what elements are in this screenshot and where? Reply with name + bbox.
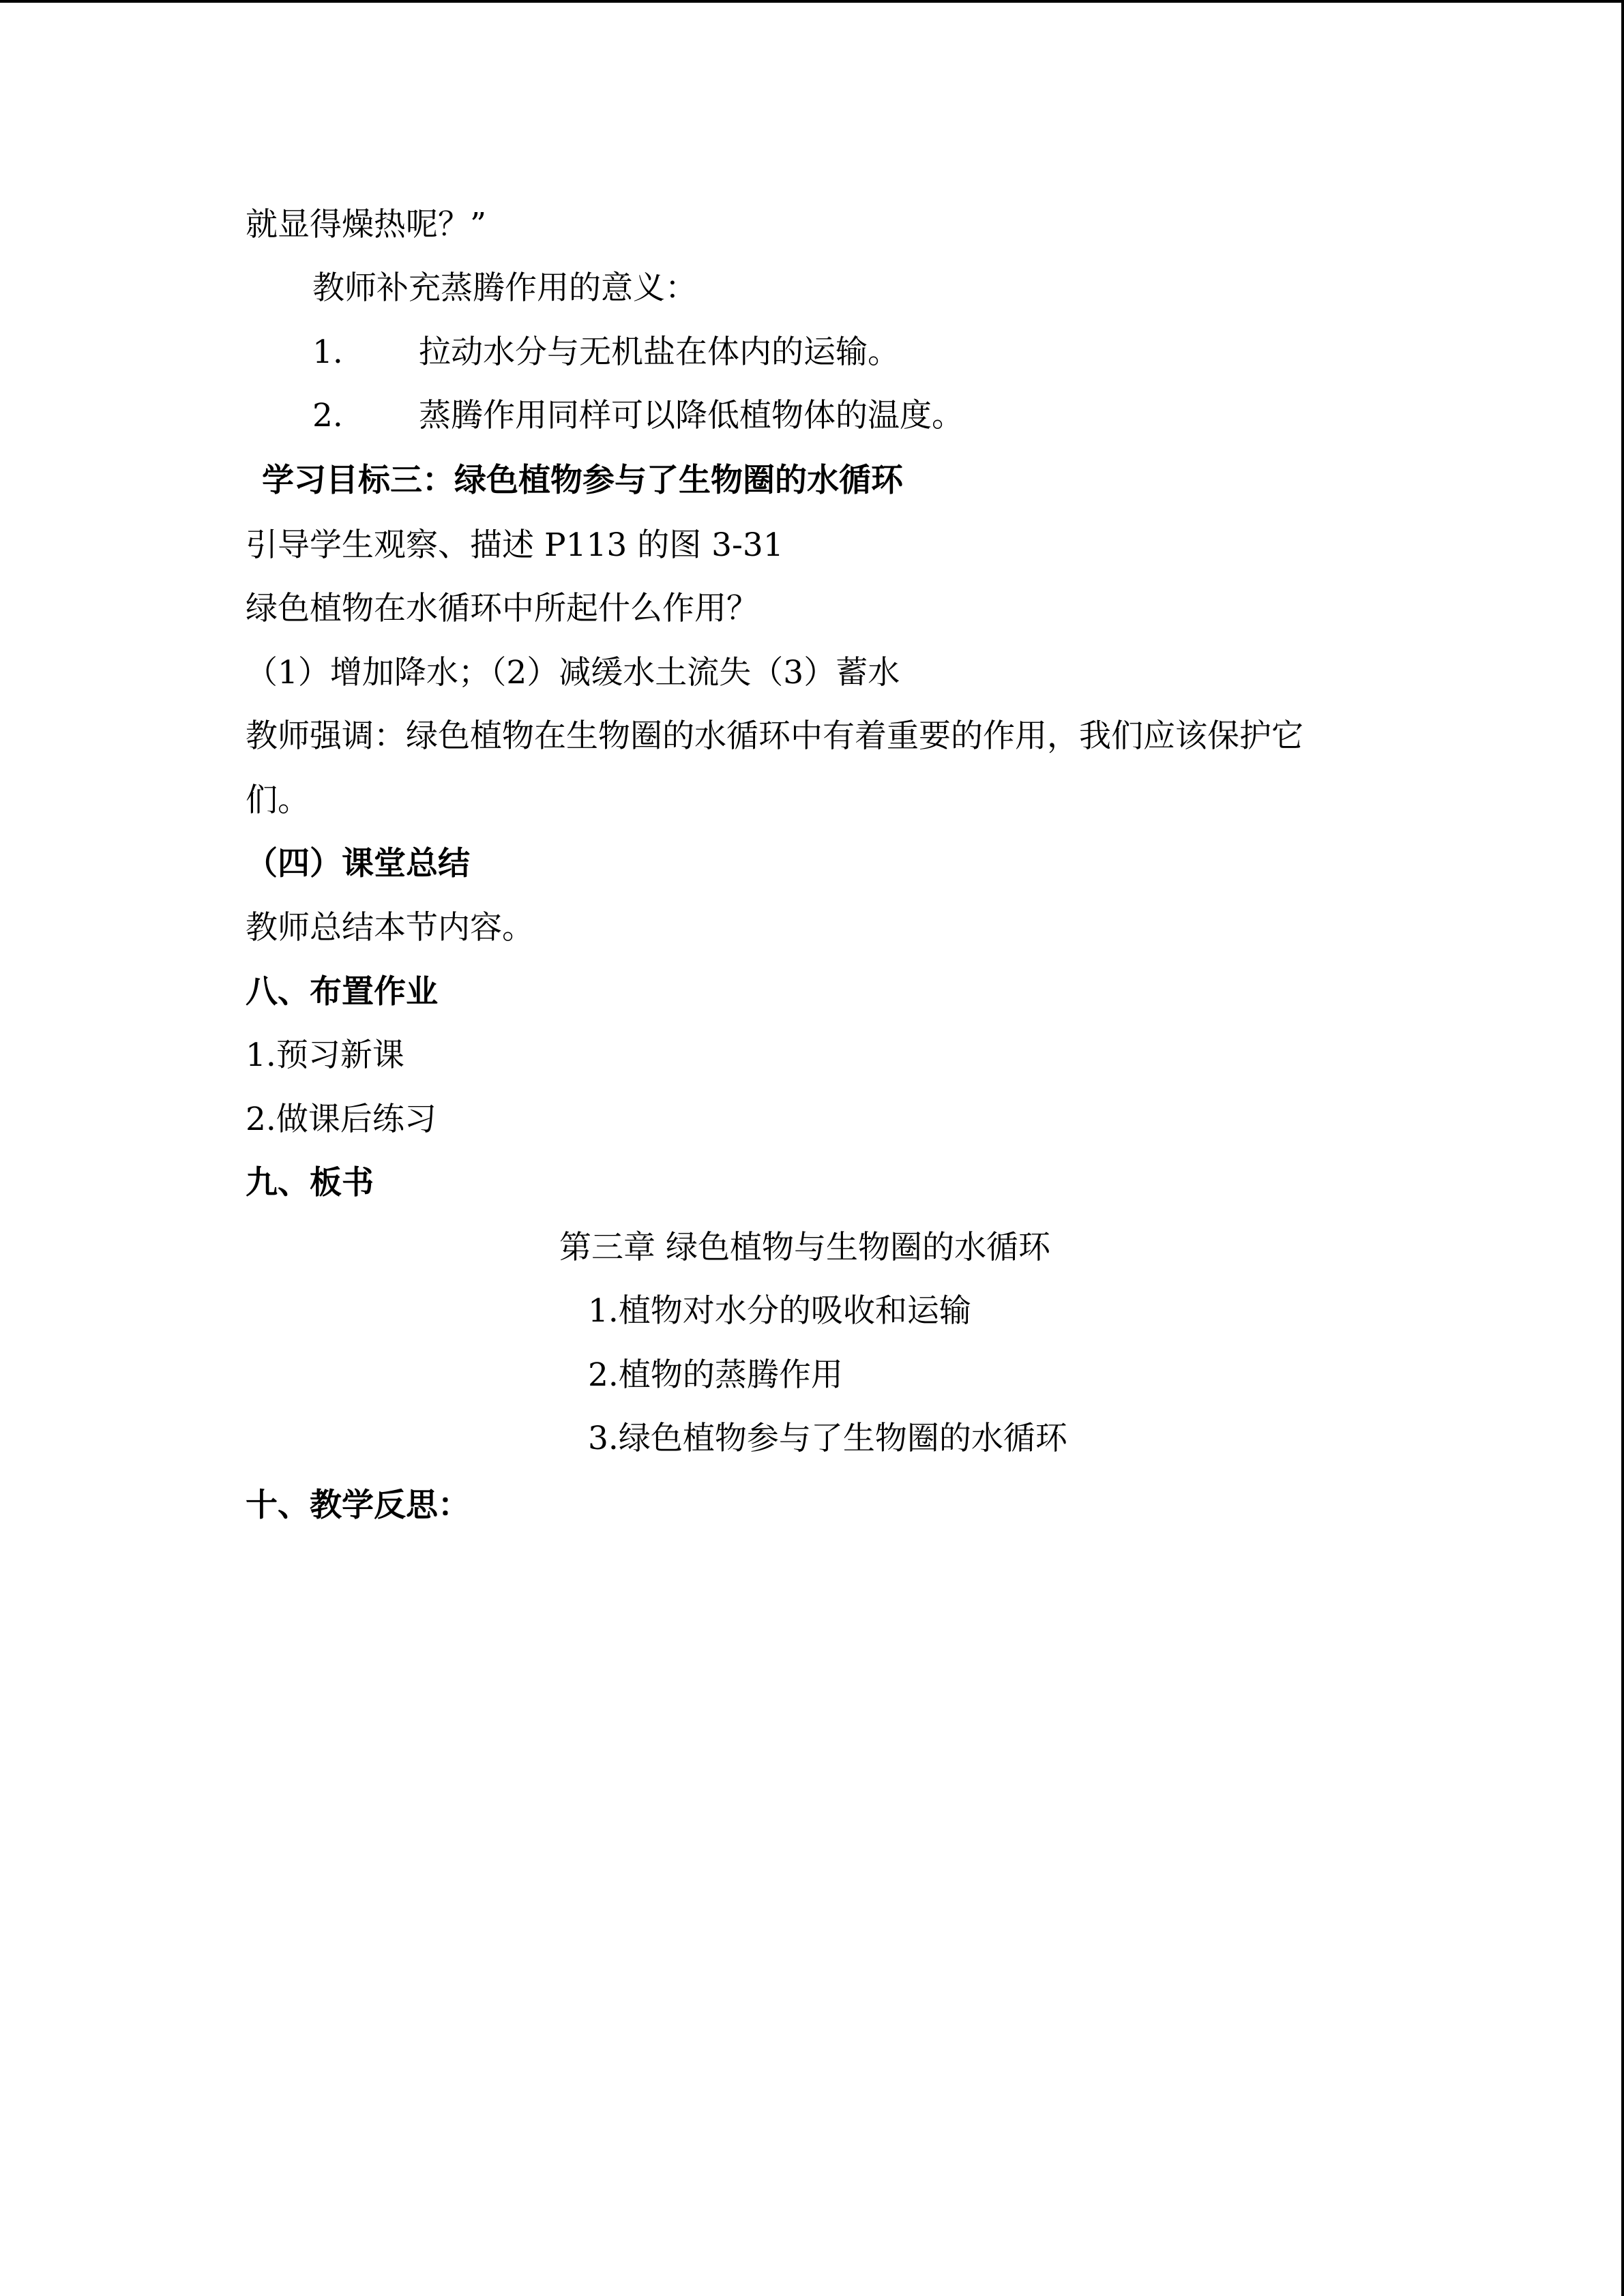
paragraph-line: 就显得燥热呢？” (246, 206, 487, 243)
paragraph-line: 引导学生观察、描述 P113 的图 3-31 (246, 526, 784, 564)
page-border-top (0, 0, 1624, 3)
numbered-item (312, 396, 964, 436)
list-item: 1.预习新课 (246, 1037, 404, 1074)
list-item: 2.做课后练习 (246, 1101, 437, 1138)
page-border-right (1621, 0, 1624, 2296)
item-text: 拉动水分与无机盐在体内的运输。 (419, 333, 900, 371)
paragraph-line: 教师强调：绿色植物在生物圈的水循环中有着重要的作用，我们应该保护它 (246, 717, 1303, 755)
item-text: 蒸腾作用同样可以降低植物体的温度。 (419, 397, 964, 434)
item-number: 2. (312, 397, 343, 434)
section-heading: 八、布置作业 (246, 973, 438, 1011)
section-heading: （四）课堂总结 (246, 845, 470, 882)
blackboard-item: 3.绿色植物参与了生物圈的水循环 (588, 1420, 1067, 1457)
paragraph-line: 教师补充蒸腾作用的意义： (312, 269, 697, 307)
paragraph-line: 们。 (246, 781, 310, 819)
subsection-heading (262, 460, 903, 501)
item-number: 1. (312, 333, 343, 371)
blackboard-item: 2.植物的蒸腾作用 (588, 1356, 843, 1394)
blackboard-title: 第三章 绿色植物与生物圈的水循环 (559, 1229, 1050, 1266)
blackboard-item: 1.植物对水分的吸收和运输 (588, 1292, 971, 1330)
paragraph-line: （1）增加降水；（2）减缓水土流失（3）蓄水 (246, 654, 900, 691)
subsection-heading-text: 学习目标三：绿色植物参与了生物圈的水循环 (262, 462, 903, 499)
numbered-item (312, 332, 900, 373)
paragraph-line: 绿色植物在水循环中所起什么作用？ (246, 590, 758, 627)
paragraph-line: 教师总结本节内容。 (246, 909, 534, 946)
section-heading: 十、教学反思： (246, 1487, 470, 1524)
section-heading: 九、板书 (246, 1164, 374, 1202)
